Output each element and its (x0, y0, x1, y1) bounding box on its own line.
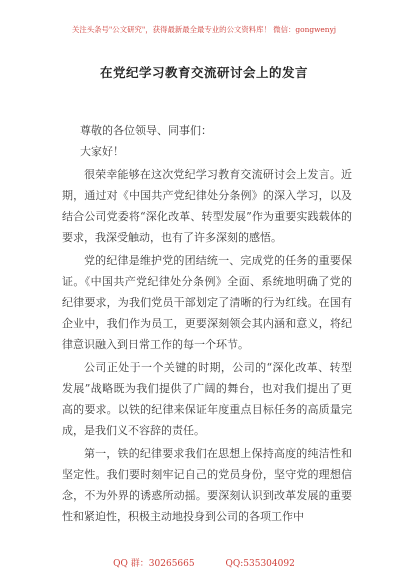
paragraph: 很荣幸能够在这次党纪学习教育交流研讨会上发言。近期，通过对《中国共产党纪律处分条例》的深入学习，以及结合公司党委将“深化改革、转型发展”作为重要实践载体的要求，我深受触动，也有了许多深刻的感悟。 (62, 168, 352, 244)
document-title: 在党纪学习教育交流研讨会上的发言 (99, 65, 308, 80)
paragraph: 党的纪律是维护党的团结统一、完成党的任务的重要保证。《中国共产党纪律处分条例》全面、系统地明确了党的纪律要求，为我们党员干部划定了清晰的行为红线。在国有企业中，我们作为员工，更要深刻领会其内涵和意义，将纪律意识融入到日常工作的每一个环节。 (62, 254, 352, 351)
footer-contact (0, 556, 408, 569)
header-notice-bar (0, 0, 408, 40)
footer-qq-group: QQ 群：30265665 (113, 559, 195, 569)
greeting: 大家好！ (80, 145, 124, 158)
document-body (62, 120, 352, 527)
footer-qq-number: QQ:535304092 (225, 559, 295, 569)
paragraph: 第一，铁的纪律要求我们在思想上保持高度的纯洁性和坚定性。我们要时刻牢记自己的党员身份，坚守党的理想信念，不为外界的诱惑所动摇。要深刻认识到改革发展的重要性和紧迫性，积极主动地投身到公司的各项工作中 (62, 447, 352, 523)
paragraph: 公司正处于一个关键的时期，公司的“深化改革、转型发展”战略既为我们提供了广阔的舞台，也对我们提出了更高的要求。以铁的纪律来保证年度重点目标任务的高质量完成，是我们义不容辞的责任。 (62, 361, 352, 437)
header-notice-text: 关注头条号"公文研究"，获得最新最全最专业的公文资料库！ 微信：gongwenyj (71, 25, 337, 34)
salutation: 尊敬的各位领导、同事们： (80, 124, 212, 137)
